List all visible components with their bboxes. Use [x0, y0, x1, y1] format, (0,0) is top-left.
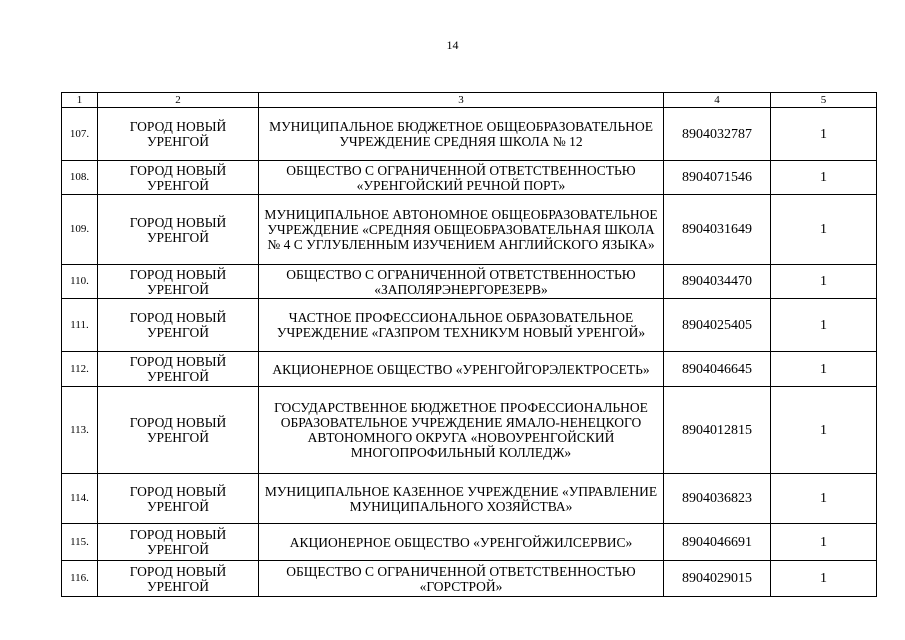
table-row — [62, 561, 877, 597]
table-header-row — [62, 93, 877, 108]
table-row — [62, 387, 877, 474]
column-header-3: 3 — [259, 93, 664, 108]
row-inn: 8904032787 — [664, 108, 771, 161]
row-quantity: 1 — [771, 265, 877, 299]
row-number: 110. — [62, 265, 98, 299]
row-quantity: 1 — [771, 352, 877, 387]
table-row — [62, 161, 877, 195]
row-city: ГОРОД НОВЫЙ УРЕНГОЙ — [98, 161, 259, 195]
column-header-4: 4 — [664, 93, 771, 108]
row-inn: 8904034470 — [664, 265, 771, 299]
table-row — [62, 474, 877, 524]
row-organization: МУНИЦИПАЛЬНОЕ АВТОНОМНОЕ ОБЩЕОБРАЗОВАТЕЛЬНОЕ УЧРЕЖДЕНИЕ «СРЕДНЯЯ ОБЩЕОБРАЗОВАТЕЛЬНАЯ ШКОЛА № 4 С УГЛУБЛЕННЫМ ИЗУЧЕНИЕМ АНГЛИЙСКОГО ЯЗЫКА» — [259, 195, 664, 265]
row-inn: 8904046645 — [664, 352, 771, 387]
row-city: ГОРОД НОВЫЙ УРЕНГОЙ — [98, 524, 259, 561]
row-quantity: 1 — [771, 387, 877, 474]
row-number: 109. — [62, 195, 98, 265]
row-quantity: 1 — [771, 195, 877, 265]
table-row — [62, 299, 877, 352]
row-inn: 8904029015 — [664, 561, 771, 597]
row-city: ГОРОД НОВЫЙ УРЕНГОЙ — [98, 195, 259, 265]
row-quantity: 1 — [771, 299, 877, 352]
table-row — [62, 108, 877, 161]
column-header-1: 1 — [62, 93, 98, 108]
row-organization: ОБЩЕСТВО С ОГРАНИЧЕННОЙ ОТВЕТСТВЕННОСТЬЮ «УРЕНГОЙСКИЙ РЕЧНОЙ ПОРТ» — [259, 161, 664, 195]
table-row — [62, 352, 877, 387]
row-organization: МУНИЦИПАЛЬНОЕ БЮДЖЕТНОЕ ОБЩЕОБРАЗОВАТЕЛЬНОЕ УЧРЕЖДЕНИЕ СРЕДНЯЯ ШКОЛА № 12 — [259, 108, 664, 161]
table-row — [62, 265, 877, 299]
row-quantity: 1 — [771, 474, 877, 524]
row-number: 107. — [62, 108, 98, 161]
row-organization: ГОСУДАРСТВЕННОЕ БЮДЖЕТНОЕ ПРОФЕССИОНАЛЬНОЕ ОБРАЗОВАТЕЛЬНОЕ УЧРЕЖДЕНИЕ ЯМАЛО-НЕНЕЦКОГО АВТОНОМНОГО ОКРУГА «НОВОУРЕНГОЙСКИЙ МНОГОПРОФИЛЬНЫЙ КОЛЛЕДЖ» — [259, 387, 664, 474]
row-city: ГОРОД НОВЫЙ УРЕНГОЙ — [98, 474, 259, 524]
row-city: ГОРОД НОВЫЙ УРЕНГОЙ — [98, 299, 259, 352]
row-inn: 8904025405 — [664, 299, 771, 352]
row-city: ГОРОД НОВЫЙ УРЕНГОЙ — [98, 108, 259, 161]
row-number: 112. — [62, 352, 98, 387]
row-quantity: 1 — [771, 108, 877, 161]
row-city: ГОРОД НОВЫЙ УРЕНГОЙ — [98, 352, 259, 387]
row-number: 114. — [62, 474, 98, 524]
row-inn: 8904012815 — [664, 387, 771, 474]
row-inn: 8904031649 — [664, 195, 771, 265]
row-inn: 8904071546 — [664, 161, 771, 195]
column-header-5: 5 — [771, 93, 877, 108]
table-row — [62, 524, 877, 561]
row-organization: АКЦИОНЕРНОЕ ОБЩЕСТВО «УРЕНГОЙЖИЛСЕРВИС» — [259, 524, 664, 561]
row-city: ГОРОД НОВЫЙ УРЕНГОЙ — [98, 387, 259, 474]
row-number: 111. — [62, 299, 98, 352]
row-number: 108. — [62, 161, 98, 195]
row-organization: ОБЩЕСТВО С ОГРАНИЧЕННОЙ ОТВЕТСТВЕННОСТЬЮ «ЗАПОЛЯРЭНЕРГОРЕЗЕРВ» — [259, 265, 664, 299]
page-number: 14 — [446, 38, 459, 52]
organizations-table — [61, 92, 877, 597]
row-organization: АКЦИОНЕРНОЕ ОБЩЕСТВО «УРЕНГОЙГОРЭЛЕКТРОСЕТЬ» — [259, 352, 664, 387]
row-quantity: 1 — [771, 524, 877, 561]
row-organization: МУНИЦИПАЛЬНОЕ КАЗЕННОЕ УЧРЕЖДЕНИЕ «УПРАВЛЕНИЕ МУНИЦИПАЛЬНОГО ХОЗЯЙСТВА» — [259, 474, 664, 524]
table-row — [62, 195, 877, 265]
row-number: 113. — [62, 387, 98, 474]
row-number: 116. — [62, 561, 98, 597]
row-inn: 8904036823 — [664, 474, 771, 524]
row-city: ГОРОД НОВЫЙ УРЕНГОЙ — [98, 561, 259, 597]
row-quantity: 1 — [771, 161, 877, 195]
row-quantity: 1 — [771, 561, 877, 597]
row-organization: ЧАСТНОЕ ПРОФЕССИОНАЛЬНОЕ ОБРАЗОВАТЕЛЬНОЕ УЧРЕЖДЕНИЕ «ГАЗПРОМ ТЕХНИКУМ НОВЫЙ УРЕНГОЙ» — [259, 299, 664, 352]
row-number: 115. — [62, 524, 98, 561]
row-city: ГОРОД НОВЫЙ УРЕНГОЙ — [98, 265, 259, 299]
row-inn: 8904046691 — [664, 524, 771, 561]
column-header-2: 2 — [98, 93, 259, 108]
row-organization: ОБЩЕСТВО С ОГРАНИЧЕННОЙ ОТВЕТСТВЕННОСТЬЮ «ГОРСТРОЙ» — [259, 561, 664, 597]
